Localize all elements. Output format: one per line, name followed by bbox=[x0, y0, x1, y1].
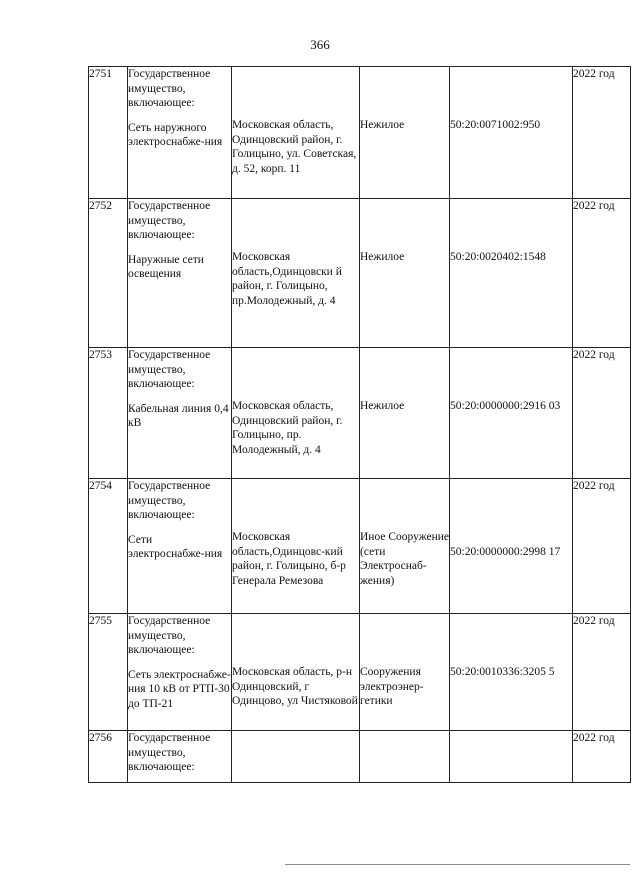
page-number: 366 bbox=[310, 37, 330, 52]
object-type: Нежилое bbox=[360, 400, 405, 412]
footer-divider bbox=[285, 864, 630, 865]
object-type: Сооружения электроэнер-гетики bbox=[360, 666, 424, 707]
row-number: 2754 bbox=[89, 480, 112, 492]
year-text: 2022 год bbox=[573, 68, 615, 80]
year-text: 2022 год bbox=[573, 480, 615, 492]
table-row bbox=[89, 614, 631, 731]
object-type: Нежилое bbox=[360, 251, 405, 263]
table-row bbox=[89, 348, 631, 479]
cadastral-number: 50:20:0071002:950 bbox=[450, 119, 541, 131]
year-text: 2022 год bbox=[573, 615, 615, 627]
cadastral-number: 50:20:0020402:1548 bbox=[450, 251, 546, 263]
row-number: 2752 bbox=[89, 200, 112, 212]
object-name: Наружные сети освещения bbox=[128, 253, 204, 280]
table-row bbox=[89, 479, 631, 614]
address-text: Московская область, Одинцовский район, г. Голицыно, пр. Молодежный, д. 4 bbox=[232, 400, 343, 456]
row-number: 2751 bbox=[89, 68, 112, 80]
cadastral-number: 50:20:0010336:3205 5 bbox=[450, 666, 555, 678]
cadastral-number: 50:20:0000000:2998 17 bbox=[450, 546, 561, 558]
address-text: Московская область,Одинцовски й район, г. Голицыно, пр.Молодежный, д. 4 bbox=[232, 251, 342, 307]
category-text: Государственное имущество, включающее: bbox=[128, 68, 211, 109]
object-type: Нежилое bbox=[360, 119, 405, 131]
category-text: Государственное имущество, включающее: bbox=[128, 732, 211, 773]
year-text: 2022 год bbox=[573, 349, 615, 361]
object-type: Иное Сооружение (сети Электроснаб-жения) bbox=[360, 531, 450, 587]
row-number: 2753 bbox=[89, 349, 112, 361]
table-row bbox=[89, 199, 631, 348]
row-number: 2755 bbox=[89, 615, 112, 627]
table-row bbox=[89, 731, 631, 783]
object-name: Сеть наружного электроснабже-ния bbox=[128, 121, 223, 148]
address-text: Московская область, Одинцовский район, г. Голицыно, ул. Советская, д. 52, корп. 11 bbox=[232, 119, 357, 175]
category-text: Государственное имущество, включающее: bbox=[128, 349, 211, 390]
object-name: Сеть электроснабже-ния 10 кВ от РТП-30 до ТП-21 bbox=[128, 668, 231, 710]
row-number: 2756 bbox=[89, 732, 112, 744]
year-text: 2022 год bbox=[573, 200, 615, 212]
object-name: Кабельная линия 0,4 кВ bbox=[128, 402, 229, 429]
object-name: Сети электроснабже-ния bbox=[128, 533, 223, 560]
address-text: Московская область,Одинцовс-кий район, г. Голицыно, б-р Генерала Ремезова bbox=[232, 531, 346, 587]
table-row bbox=[89, 67, 631, 199]
category-text: Государственное имущество, включающее: bbox=[128, 480, 211, 521]
category-text: Государственное имущество, включающее: bbox=[128, 200, 211, 241]
category-text: Государственное имущество, включающее: bbox=[128, 615, 211, 656]
property-register-table bbox=[88, 66, 631, 783]
address-text: Московская область, р-н Одинцовский, г Одинцово, ул Чистяковой bbox=[232, 666, 358, 707]
cadastral-number: 50:20:0000000:2916 03 bbox=[450, 400, 561, 412]
year-text: 2022 год bbox=[573, 732, 615, 744]
